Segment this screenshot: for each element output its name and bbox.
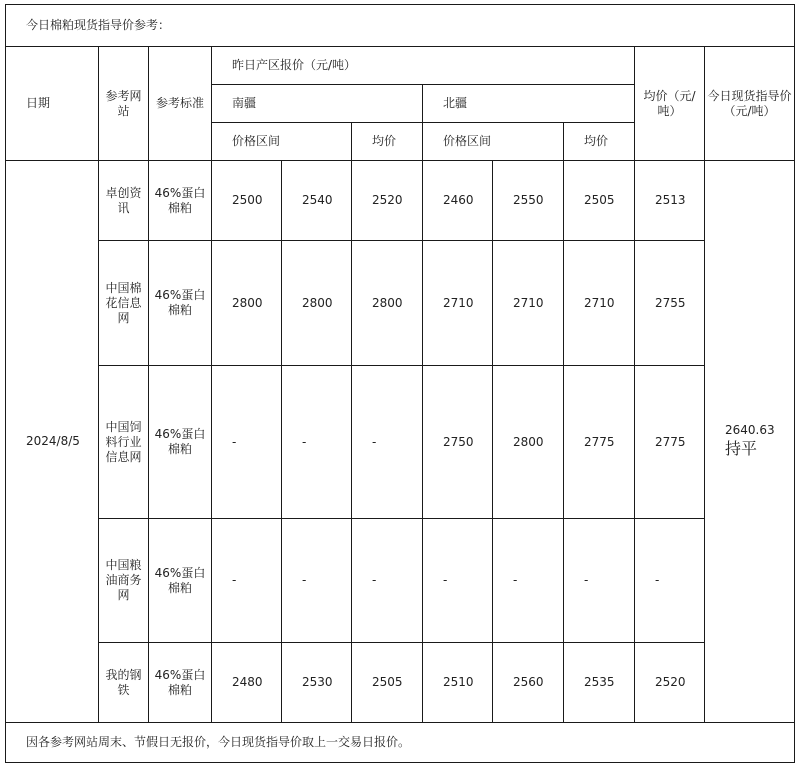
avg-cell: 2520 [635,643,705,723]
header-overall-avg: 均价（元/吨） [635,47,705,161]
south-low-cell: - [212,519,282,643]
north-high-cell: 2710 [493,241,564,366]
north-low-cell: 2460 [423,161,493,241]
north-high-cell: - [493,519,564,643]
header-north-range: 价格区间 [423,123,564,161]
south-avg-cell: - [352,366,423,519]
south-avg-cell: 2520 [352,161,423,241]
header-south-range: 价格区间 [212,123,352,161]
north-low-cell: 2510 [423,643,493,723]
south-low-cell: - [212,366,282,519]
table-row [6,366,795,519]
footnote: 因各参考网站周末、节假日无报价，今日现货指导价取上一交易日报价。 [6,723,795,763]
standard-cell: 46%蛋白棉粕 [149,241,212,366]
table-row [6,241,795,366]
site-cell: 中国棉花信息网 [99,241,149,366]
avg-cell: - [635,519,705,643]
table-row [6,161,795,241]
avg-cell: 2755 [635,241,705,366]
header-date: 日期 [6,47,99,161]
site-cell: 我的钢铁 [99,643,149,723]
header-standard: 参考标准 [149,47,212,161]
standard-cell: 46%蛋白棉粕 [149,161,212,241]
today-price-value: 2640.63 [725,423,775,437]
north-avg-cell: 2535 [564,643,635,723]
standard-cell: 46%蛋白棉粕 [149,366,212,519]
north-avg-cell: 2775 [564,366,635,519]
north-avg-cell: 2710 [564,241,635,366]
today-price-cell [705,161,795,723]
header-yesterday-group: 昨日产区报价（元/吨） [212,47,635,85]
site-cell: 中国饲料行业信息网 [99,366,149,519]
avg-cell: 2513 [635,161,705,241]
north-low-cell: 2710 [423,241,493,366]
south-low-cell: 2800 [212,241,282,366]
date-cell: 2024/8/5 [6,161,99,723]
header-south-avg: 均价 [352,123,423,161]
header-today-price: 今日现货指导价（元/吨） [705,47,795,161]
table-title: 今日棉粕现货指导价参考： [6,5,795,47]
south-low-cell: 2500 [212,161,282,241]
site-cell: 卓创资讯 [99,161,149,241]
north-avg-cell: 2505 [564,161,635,241]
header-north: 北疆 [423,85,635,123]
south-high-cell: 2530 [282,643,352,723]
north-high-cell: 2560 [493,643,564,723]
price-table [5,4,795,763]
north-high-cell: 2550 [493,161,564,241]
south-high-cell: 2800 [282,241,352,366]
south-high-cell: - [282,519,352,643]
north-low-cell: 2750 [423,366,493,519]
standard-cell: 46%蛋白棉粕 [149,519,212,643]
south-high-cell: 2540 [282,161,352,241]
header-south: 南疆 [212,85,423,123]
today-trend: 持平 [725,439,758,458]
site-cell: 中国粮油商务网 [99,519,149,643]
table-row [6,519,795,643]
south-high-cell: - [282,366,352,519]
south-avg-cell: 2505 [352,643,423,723]
avg-cell: 2775 [635,366,705,519]
header-site: 参考网站 [99,47,149,161]
table-row [6,643,795,723]
south-avg-cell: - [352,519,423,643]
header-north-avg: 均价 [564,123,635,161]
north-high-cell: 2800 [493,366,564,519]
south-avg-cell: 2800 [352,241,423,366]
north-low-cell: - [423,519,493,643]
north-avg-cell: - [564,519,635,643]
south-low-cell: 2480 [212,643,282,723]
standard-cell: 46%蛋白棉粕 [149,643,212,723]
